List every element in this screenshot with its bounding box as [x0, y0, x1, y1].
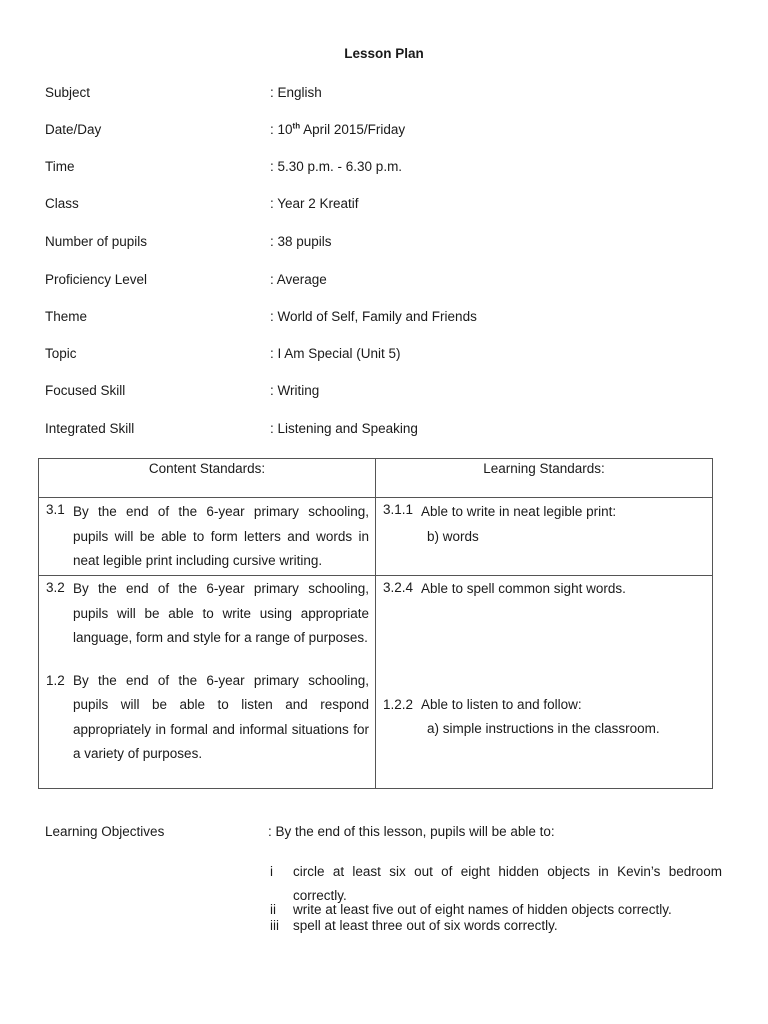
- table-row: [39, 576, 713, 789]
- learning-standard: [376, 576, 712, 602]
- info-row-time: [45, 159, 745, 177]
- info-value: : 38 pupils: [270, 234, 332, 249]
- info-row-date: [45, 122, 745, 140]
- learning-standard-sub: a) simple instructions in the classroom.: [427, 721, 660, 736]
- info-label: Number of pupils: [45, 234, 148, 249]
- content-standard: [39, 669, 375, 767]
- content-standard-cell: [39, 576, 376, 789]
- standard-number: 3.2.4: [383, 580, 414, 595]
- standard-text: Able to write in neat legible print:: [421, 504, 617, 519]
- standard-text: Able to spell common sight words.: [421, 581, 626, 596]
- date-rest: April 2015/Friday: [300, 122, 406, 137]
- learning-standard: [376, 693, 712, 718]
- info-row-theme: [45, 309, 745, 327]
- table-header-row: [39, 459, 713, 498]
- learning-standards-header: Learning Standards:: [376, 459, 713, 498]
- info-label: Topic: [45, 346, 77, 361]
- standard-number: 1.2: [46, 672, 65, 688]
- learning-standard-cell: [376, 576, 713, 789]
- info-label: Subject: [45, 85, 91, 100]
- info-value: : I Am Special (Unit 5): [270, 346, 401, 361]
- content-standard: [39, 498, 375, 574]
- info-label: Time: [45, 159, 75, 174]
- info-label: Proficiency Level: [45, 272, 148, 287]
- objective-item: [270, 902, 722, 917]
- objectives-list: [270, 860, 722, 934]
- standard-text: By the end of the 6-year primary schooling, pupils will be able to listen and respond appropriately in formal and informal situations for a variety of purposes.: [73, 672, 369, 761]
- info-value: : Listening and Speaking: [270, 421, 418, 436]
- info-row-focused-skill: [45, 383, 745, 401]
- date-prefix: : 10: [270, 122, 293, 137]
- table-row: [39, 498, 713, 576]
- info-label: Focused Skill: [45, 383, 126, 398]
- objective-numeral: iii: [270, 918, 279, 933]
- learning-standard: [376, 498, 712, 525]
- standard-number: 3.2: [46, 580, 65, 595]
- learning-standard-sub: b) words: [427, 528, 479, 544]
- info-row-pupils: [45, 234, 745, 252]
- content-standard: [39, 576, 375, 651]
- info-label: Class: [45, 196, 79, 211]
- info-label: Date/Day: [45, 122, 102, 137]
- info-value: : English: [270, 85, 322, 100]
- standard-text: By the end of the 6-year primary schooling, pupils will be able to write using appropriate language, form and style for a range of purposes.: [73, 581, 369, 645]
- standards-table: [38, 458, 713, 789]
- standard-number: 1.2.2: [383, 696, 414, 712]
- info-row-subject: [45, 85, 745, 103]
- objective-item: [270, 860, 722, 908]
- content-standard-cell: [39, 498, 376, 576]
- info-row-integrated-skill: [45, 421, 745, 439]
- objectives-intro: : By the end of this lesson, pupils will be able to:: [268, 824, 555, 839]
- info-row-proficiency: [45, 272, 745, 290]
- date-suffix-sup: th: [292, 121, 301, 131]
- objective-text: spell at least three out of six words correctly.: [293, 918, 558, 933]
- info-value: : Year 2 Kreatif: [270, 196, 359, 211]
- objective-numeral: i: [270, 864, 273, 879]
- standard-number: 3.1: [46, 502, 65, 517]
- info-label: Integrated Skill: [45, 421, 135, 436]
- info-value: : Average: [270, 272, 327, 287]
- info-value: : Writing: [270, 383, 320, 398]
- objective-text: write at least five out of eight names of hidden objects correctly.: [293, 902, 672, 917]
- standard-text: By the end of the 6-year primary schooling, pupils will be able to form letters and words in neat legible print including cursive writing.: [73, 504, 369, 568]
- standard-text: Able to listen to and follow:: [421, 696, 582, 712]
- info-row-topic: [45, 346, 745, 364]
- objective-numeral: ii: [270, 902, 276, 917]
- info-row-class: [45, 196, 745, 214]
- info-label: Theme: [45, 309, 88, 324]
- info-value: : 5.30 p.m. - 6.30 p.m.: [270, 159, 403, 174]
- objective-text: circle at least six out of eight hidden objects in Kevin’s bedroom correctly.: [293, 864, 722, 903]
- info-value: : World of Self, Family and Friends: [270, 309, 477, 324]
- page-title: Lesson Plan: [344, 46, 424, 61]
- learning-standard-cell: [376, 498, 713, 576]
- standard-number: 3.1.1: [383, 502, 414, 517]
- info-value: [270, 122, 405, 137]
- content-standards-header: Content Standards:: [39, 459, 376, 498]
- objectives-label: Learning Objectives: [45, 824, 165, 839]
- objective-item: [270, 917, 722, 934]
